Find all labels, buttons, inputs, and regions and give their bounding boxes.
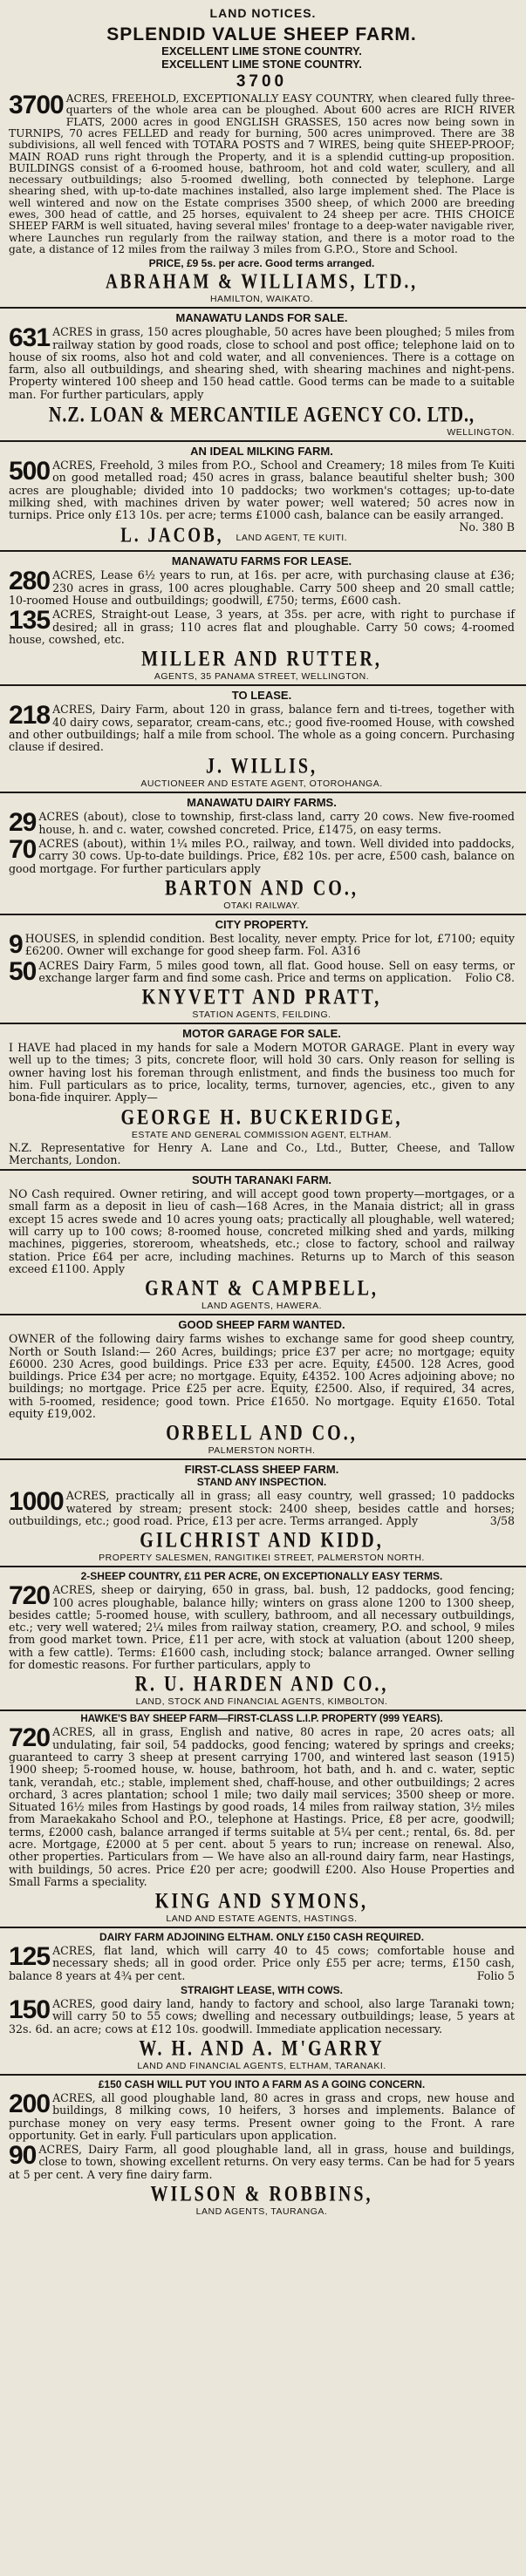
agent-note: N.Z. Representative for Henry A. Lane and Co., Ltd., Butter, Cheese, and Tallow Merchants, London. <box>9 1140 515 1166</box>
ad-text: ACRES, sheep or dairying, 650 in grass, bal. bush, 12 paddocks, good fencing; 100 acres ploughable, balance hilly; winters on grass alone 1200 to 1300 sheep, besides cattle; 5-roomed house, with scullery, bathroom, and all necessary outbuildings, etc.; very well watered; 2¼ miles from railway station, creamery, P.O. and school, 9 miles from good market town. Price, £11 per acre, with stock at valuation (about 1200 sheep, with a few cattle). Terms: £1600 cash, including stock; balance arranged. Owner selling for domestic reasons. For further particulars, apply to <box>9 1583 515 1672</box>
ad-figure: 3700 <box>236 72 288 92</box>
acreage-number: 29 <box>9 808 37 838</box>
agent-name: ABRAHAM & WILLIAMS, LTD., <box>106 270 418 294</box>
ad-body <box>9 569 515 607</box>
divider <box>0 1169 526 1171</box>
ad-reference: No. 380 B <box>459 520 515 534</box>
ad-body <box>9 808 515 838</box>
ad-body <box>9 2089 515 2142</box>
ad-heading: SOUTH TARANAKI FARM. <box>191 1173 332 1187</box>
agent-line <box>9 523 459 547</box>
acreage-number: 1000 <box>9 1487 64 1517</box>
acreage-number: 50 <box>9 956 37 986</box>
ad-text: ACRES, FREEHOLD, EXCEPTIONALLY EASY COUNTRY, when cleared fully three-quarters of the whole area can be ploughed. About 600 acres are RICH RIVER FLATS, 2000 acres in good ENGLISH GRASSES, 150 acres now being sown in TURNIPS, 70 acres FELLED and ready for burning, 500 acres unimproved. There are 38 subdivisions, all well fenced with TOTARA POSTS and 7 WIRES, being quite SHEEP-PROOF; MAIN ROAD runs right through the Property, and it is a splendid cutting-up proposition. BUILDINGS consist of a 6-roomed house, bathroom, hot and cold water, scullery, and all necessary outbuildings; also 5-roomed dwelling, both connected by telephone. Large shearing shed, with up-to-date machines installed, also large implement shed. The Place is well wintered and now on the Estate comprises 3500 sheep, of which 2000 are breeding ewes, 300 head of cattle, and 25 horses, equivalent to 24 sheep per acre. THIS CHOICE SHEEP FARM is well situated, having several miles' frontage to a deep-water navigable river, where Launches run regularly from the railway station, and there is a motor road to the gate, a distance of 12 miles from the railway 3 miles from G.P.O., Store and School. <box>9 92 515 255</box>
acreage-number: 70 <box>9 835 37 865</box>
ad-body <box>9 1942 515 1982</box>
agent-address: LAND, STOCK AND FINANCIAL AGENTS, KIMBOLTON. <box>135 1696 388 1708</box>
acreage-number: 200 <box>9 2089 51 2118</box>
agent-address: LAND AGENT, TE KUITI. <box>236 533 348 544</box>
ad-south-taranaki <box>0 1173 526 1311</box>
ad-heading: CITY PROPERTY. <box>215 917 309 931</box>
ad-body <box>9 835 515 875</box>
agent-name: GRANT & CAMPBELL, <box>145 1276 379 1301</box>
ad-body <box>9 323 515 401</box>
ad-heading: MANAWATU DAIRY FARMS. <box>187 796 337 810</box>
agent-name: BARTON AND CO., <box>165 876 359 901</box>
ad-reference: 3/58 <box>489 1513 515 1527</box>
page-title: LAND NOTICES. <box>209 6 317 20</box>
ad-body <box>9 929 515 959</box>
ad-heading: FIRST-CLASS SHEEP FARM. <box>184 1463 339 1477</box>
acreage-number: 135 <box>9 606 51 636</box>
agent-name: KING AND SYMONS, <box>154 1889 369 1913</box>
agent-name: R. U. HARDEN AND CO., <box>134 1672 389 1696</box>
agent-name: W. H. AND A. M'GARRY <box>139 2036 385 2061</box>
ad-text: ACRES, good dairy land, handy to factory and school, also large Taranaki town; will carry 50 to 55 cows; dwelling and necessary outbuildings; lease, 5 years at 32s. 6d. an acre; cows at £12 10s. goodwill. Immediate application necessary. <box>9 1997 515 2036</box>
agent-name: WILSON & ROBBINS, <box>150 2182 373 2206</box>
divider <box>0 440 526 442</box>
divider <box>0 1458 526 1460</box>
ad-text: ACRES, practically all in grass; all easy country, well grassed; 10 paddocks watered by stream; present stock: 2400 sheep, besides cattle and horses; outbuildings, etc.; good road. Price, £13 per acre. Terms arranged. Apply <box>9 1489 515 1527</box>
agent-address: ESTATE AND GENERAL COMMISSION AGENT, ELTHAM. <box>131 1129 393 1140</box>
ad-body <box>9 1487 515 1527</box>
ad-heading: £150 CASH WILL PUT YOU INTO A FARM AS A GOING CONCERN. <box>98 2077 426 2090</box>
agent-address: OTAKI RAILWAY. <box>223 900 300 911</box>
ad-text: ACRES, Freehold, 3 miles from P.O., School and Creamery; 18 miles from Te Kuiti on good metalled road; 450 acres in grass, balance beautiful shelter bush; 300 acres are ploughable; divided into 10 paddocks; two workmen's cottages; up-to-date milking shed, with machines driven by water power; well watered; 50 acres now in turnips. Price only £13 10s. per acre; terms £1000 cash, balance can be easily arranged. <box>9 458 515 522</box>
ad-body: NO Cash required. Owner retiring, and will accept good town property—mortgages, or a small farm as a deposit in lieu of cash—168 Acres, in the Manaia district; all in grass except 15 acres swede and 10 acres young oats; practically all ploughable, well watered; will carry up to 100 cows; 8-roomed house, concreted milking shed and yards, milking machines, piggeries, storeroom, wheatsheds, etc.; close to factory, school and railway station. Price £64 per acre, including machines. Returns up to March of this season exceed £1100. Apply <box>9 1187 515 1275</box>
ad-subheading: STAND ANY INSPECTION. <box>196 1476 327 1489</box>
ad-subheading: EXCELLENT LIME STONE COUNTRY. <box>161 58 362 71</box>
agent-name: MILLER AND RUTTER, <box>141 647 382 671</box>
acreage-number: 280 <box>9 567 51 596</box>
ad-dairy-eltham <box>0 1931 526 2071</box>
agent-address: PALMERSTON NORTH. <box>208 1445 316 1457</box>
ad-hawkes-bay <box>0 1714 526 1924</box>
ad-text: ACRES, all in grass, English and native, 80 acres in rape, 20 acres oats; all undulating, fair soil, 54 paddocks, good fencing; watered by springs and creeks; guaranteed to carry 3 sheep at present carrying 1700, and wintered last season (1915) 1900 sheep; 5-roomed house, w. house, bathroom, hot bath, and h. and c. water, septic tank, verandah, etc.; stable, implement shed, chaff-house, and other outbuildings; 2 acres orchard, 3 acres plantation; school 1 mile; two daily mail services; 3500 sheep or more. Situated 16½ miles from Hastings by good roads, 14 miles from railway station, 3½ miles from Maraekakaho School and P.O., telephone at Hastings. Price, £8 per acre, goodwill; terms, £2000 cash, balance arranged if terms suitable at 5¼ per cent.; rental, 6s. 8d. per acre. Mortgage, £2000 at 5 per cent. about 5 years to run; increase on renewal. Also, other properties. Particulars from — We have also an all-round dairy farm, near Hastings, with buildings, 50 acres. Price £20 per acre; goodwill £200. Also House Properties and Small Farms a speciality. <box>9 1725 515 1888</box>
agent-address: LAND AGENTS, HAWERA. <box>202 1301 322 1312</box>
ad-body <box>9 2141 515 2181</box>
agent-name: J. WILLIS, <box>205 754 318 779</box>
acreage-number: 125 <box>9 1942 51 1972</box>
agent-name: KNYVETT AND PRATT, <box>141 985 382 1009</box>
ad-body <box>9 703 515 753</box>
divider <box>0 1927 526 1928</box>
ad-body <box>9 608 515 646</box>
ad-motor-garage <box>0 1027 526 1166</box>
ad-text: HOUSES, in splendid condition. Best locality, never empty. Price for lot, £7100; equity £6200. Owner will exchange for good sheep farm. Fol. A316 <box>24 931 515 958</box>
acreage-number: 3700 <box>9 91 64 120</box>
ad-heading: DAIRY FARM ADJOINING ELTHAM. ONLY £150 CASH REQUIRED. <box>99 1931 425 1944</box>
ad-heading: MANAWATU LANDS FOR SALE. <box>175 311 348 325</box>
ad-tauranga-going-concern <box>0 2078 526 2217</box>
acreage-number: 90 <box>9 2141 37 2171</box>
divider <box>0 684 526 686</box>
divider <box>0 550 526 552</box>
ad-body: OWNER of the following dairy farms wishes to exchange same for good sheep country, North or South Island:— 260 Acres, buildings; price £37 per acre; no mortgage; equity £6000. 230 Acres, good buildings. Price £33 per acre. Equity, £4500. 128 Acres, good buildings. Price £34 per acre; no mortgage. Equity, £4352. 100 Acres adjoining above; no buildings; no mortgage. Price £25 per acre. Equity, £2500. Also, if required, 34 acres, with 5-roomed, residence; good town. Price £1650. No mortgage. Equity £1650. Total equity £19,002. <box>9 1332 515 1421</box>
ad-reference: Folio 5 <box>476 1968 515 1982</box>
agent-address: HAMILTON, WAIKATO. <box>209 294 314 305</box>
ad-two-sheep-country <box>0 1570 526 1707</box>
divider <box>0 2074 526 2076</box>
ad-city-property <box>0 918 526 1020</box>
ad-body <box>9 93 515 255</box>
ad-heading: TO LEASE. <box>231 689 292 703</box>
agent-address: LAND AND FINANCIAL AGENTS, ELTHAM, TARANAKI. <box>137 2060 386 2071</box>
agent-address: LAND AGENTS, TAURANGA. <box>195 2206 328 2218</box>
agent-name: ORBELL AND CO., <box>166 1421 358 1445</box>
acreage-number: 720 <box>9 1581 51 1611</box>
ad-heading: HAWKE'S BAY SHEEP FARM—FIRST-CLASS L.I.P. PROPERTY (999 YEARS). <box>80 1714 443 1725</box>
agent-address: LAND AND ESTATE AGENTS, HASTINGS. <box>166 1913 358 1925</box>
ad-heading: 2-SHEEP COUNTRY, £11 PER ACRE, ON EXCEPTIONALLY EASY TERMS. <box>80 1570 443 1583</box>
ad-body <box>9 456 515 534</box>
ad-body <box>9 956 515 986</box>
ad-subheading: EXCELLENT LIME STONE COUNTRY. <box>161 44 362 58</box>
ad-first-class-sheep-farm <box>0 1463 526 1563</box>
ad-text: ACRES in grass, 150 acres ploughable, 50 acres have been ploughed; 5 miles from railway station by good roads, close to school and post office; telephone laid on to house of six rooms, also hot and cold water, and all conveniences. There is a cottage on farm, also all outbuildings, and shearing shed, with shearing machines and night-pens. Property wintered 100 sheep and 150 head cattle. Good terms can be made to a suitable man. For further particulars, apply <box>9 325 515 401</box>
divider <box>0 1566 526 1567</box>
divider <box>0 914 526 915</box>
ad-manawatu-dairy <box>0 796 526 910</box>
acreage-number: 720 <box>9 1723 51 1753</box>
ad-text: ACRES (about), within 1¼ miles P.O., railway, and town. Well divided into paddocks, carry 30 cows. Up-to-date buildings. Price, £82 10s. per acre, £500 cash, balance on good mortgage. For further particulars apply <box>9 837 515 875</box>
ad-body <box>9 1581 515 1672</box>
acreage-number: 9 <box>9 929 23 959</box>
ad-text: ACRES, all good ploughable land, 80 acres in grass and crops, new house and buildings, 8 milking cows, 10 heifers, 3 horses and implements. Balance of purchase money on very easy terms. Present owner going to the Front. A rare opportunity. Get in early. Full particulars upon application. <box>9 2090 515 2142</box>
ad-subheading: STRAIGHT LEASE, WITH COWS. <box>181 1984 343 1997</box>
agent-address: AGENTS, 35 PANAMA STREET, WELLINGTON. <box>154 671 370 683</box>
ad-price: PRICE, £9 5s. per acre. Good terms arranged. <box>148 257 375 270</box>
ad-heading: MOTOR GARAGE FOR SALE. <box>182 1027 341 1041</box>
ad-heading: MANAWATU FARMS FOR LEASE. <box>171 554 352 568</box>
ad-sheep-farm-wanted <box>0 1318 526 1456</box>
agent-address: WELLINGTON. <box>447 426 515 438</box>
agent-address: STATION AGENTS, FEILDING. <box>192 1009 331 1021</box>
ad-text: ACRES, Straight-out Lease, 3 years, at 35s. per acre, with right to purchase if desired; all in grass; 110 acres flat and ploughable. Carry 50 cows; 4-roomed house, cowshed, etc. <box>9 608 515 646</box>
ad-text: ACRES, Dairy Farm, all good ploughable land, all in grass, house and buildings, close to town, showing excellent returns. On very easy terms. Can be had for 5 years at 5 per cent. A very fine dairy farm. <box>9 2143 515 2181</box>
agent-address: AUCTIONEER AND ESTATE AGENT, OTOROHANGA. <box>140 778 383 790</box>
agent-name: L. JACOB, <box>120 524 224 547</box>
divider <box>0 1023 526 1024</box>
acreage-number: 150 <box>9 1995 51 2025</box>
ad-heading: AN IDEAL MILKING FARM. <box>190 444 333 458</box>
ad-reference: Folio C8. <box>465 970 515 984</box>
divider <box>0 1314 526 1315</box>
divider <box>0 1709 526 1711</box>
ad-body <box>9 1995 515 2036</box>
divider <box>0 792 526 793</box>
agent-address: PROPERTY SALESMEN, RANGITIKEI STREET, PALMERSTON NORTH. <box>99 1553 425 1564</box>
ad-text: ACRES (about), close to township, first-class land, carry 20 cows. New five-roomed house, h. and c. water, cowshed concreted. Price, £1475, on easy terms. <box>38 810 515 836</box>
ad-manawatu-lands <box>0 311 526 438</box>
ad-to-lease <box>0 689 526 789</box>
acreage-number: 631 <box>9 323 51 353</box>
divider <box>0 307 526 309</box>
ad-splendid-sheep-farm <box>0 25 526 304</box>
ad-heading: GOOD SHEEP FARM WANTED. <box>178 1318 345 1332</box>
ad-milking-farm <box>0 445 526 547</box>
agent-name: N.Z. LOAN & MERCANTILE AGENCY CO. LTD., <box>48 403 475 427</box>
ad-manawatu-lease <box>0 554 526 682</box>
ad-text: ACRES, Dairy Farm, about 120 in grass, balance fern and ti-trees, together with 40 dairy cows, separator, cream-cans, etc.; good five-roomed House, with cowshed and other outbuildings; half a mile from school. The whole as a going concern. Purchasing clause if desired. <box>9 703 515 754</box>
agent-name: GILCHRIST AND KIDD, <box>140 1528 384 1553</box>
acreage-number: 218 <box>9 701 51 731</box>
ad-body: I HAVE had placed in my hands for sale a Modern MOTOR GARAGE. Plant in every way well up to the times; 3 pits, concrete floor, will hold 30 cars. Only reason for selling is owner having lost his foreman through enlistment, and finds the business too much for him. Full particulars as to price, locality, terms, turnover, agencies, etc., given to any bona-fide inquirer. Apply— <box>9 1041 515 1104</box>
ad-headline: SPLENDID VALUE SHEEP FARM. <box>106 24 417 44</box>
ad-text: ACRES, flat land, which will carry 40 to 45 cows; comfortable house and necessary sheds; all in good order. Price only £55 per acre; terms, £150 cash, balance 8 years at 4¾ per cent. <box>9 1944 515 1982</box>
ad-text: ACRES, Lease 6½ years to run, at 16s. per acre, with purchasing clause at £36; 230 acres in grass, 100 acres ploughable. Carry 500 sheep and 20 small cattle; 10-roomed House and outbuildings; goodwill, £750; terms, £600 cash. <box>9 568 515 608</box>
ad-text: ACRES Dairy Farm, 5 miles good town, all flat. Good house. Sell on easy terms, or exchange larger farm and find some cash. Price and terms on application. <box>38 958 515 984</box>
acreage-number: 500 <box>9 456 51 486</box>
ad-body <box>9 1723 515 1888</box>
agent-name: GEORGE H. BUCKERIDGE, <box>120 1104 403 1130</box>
